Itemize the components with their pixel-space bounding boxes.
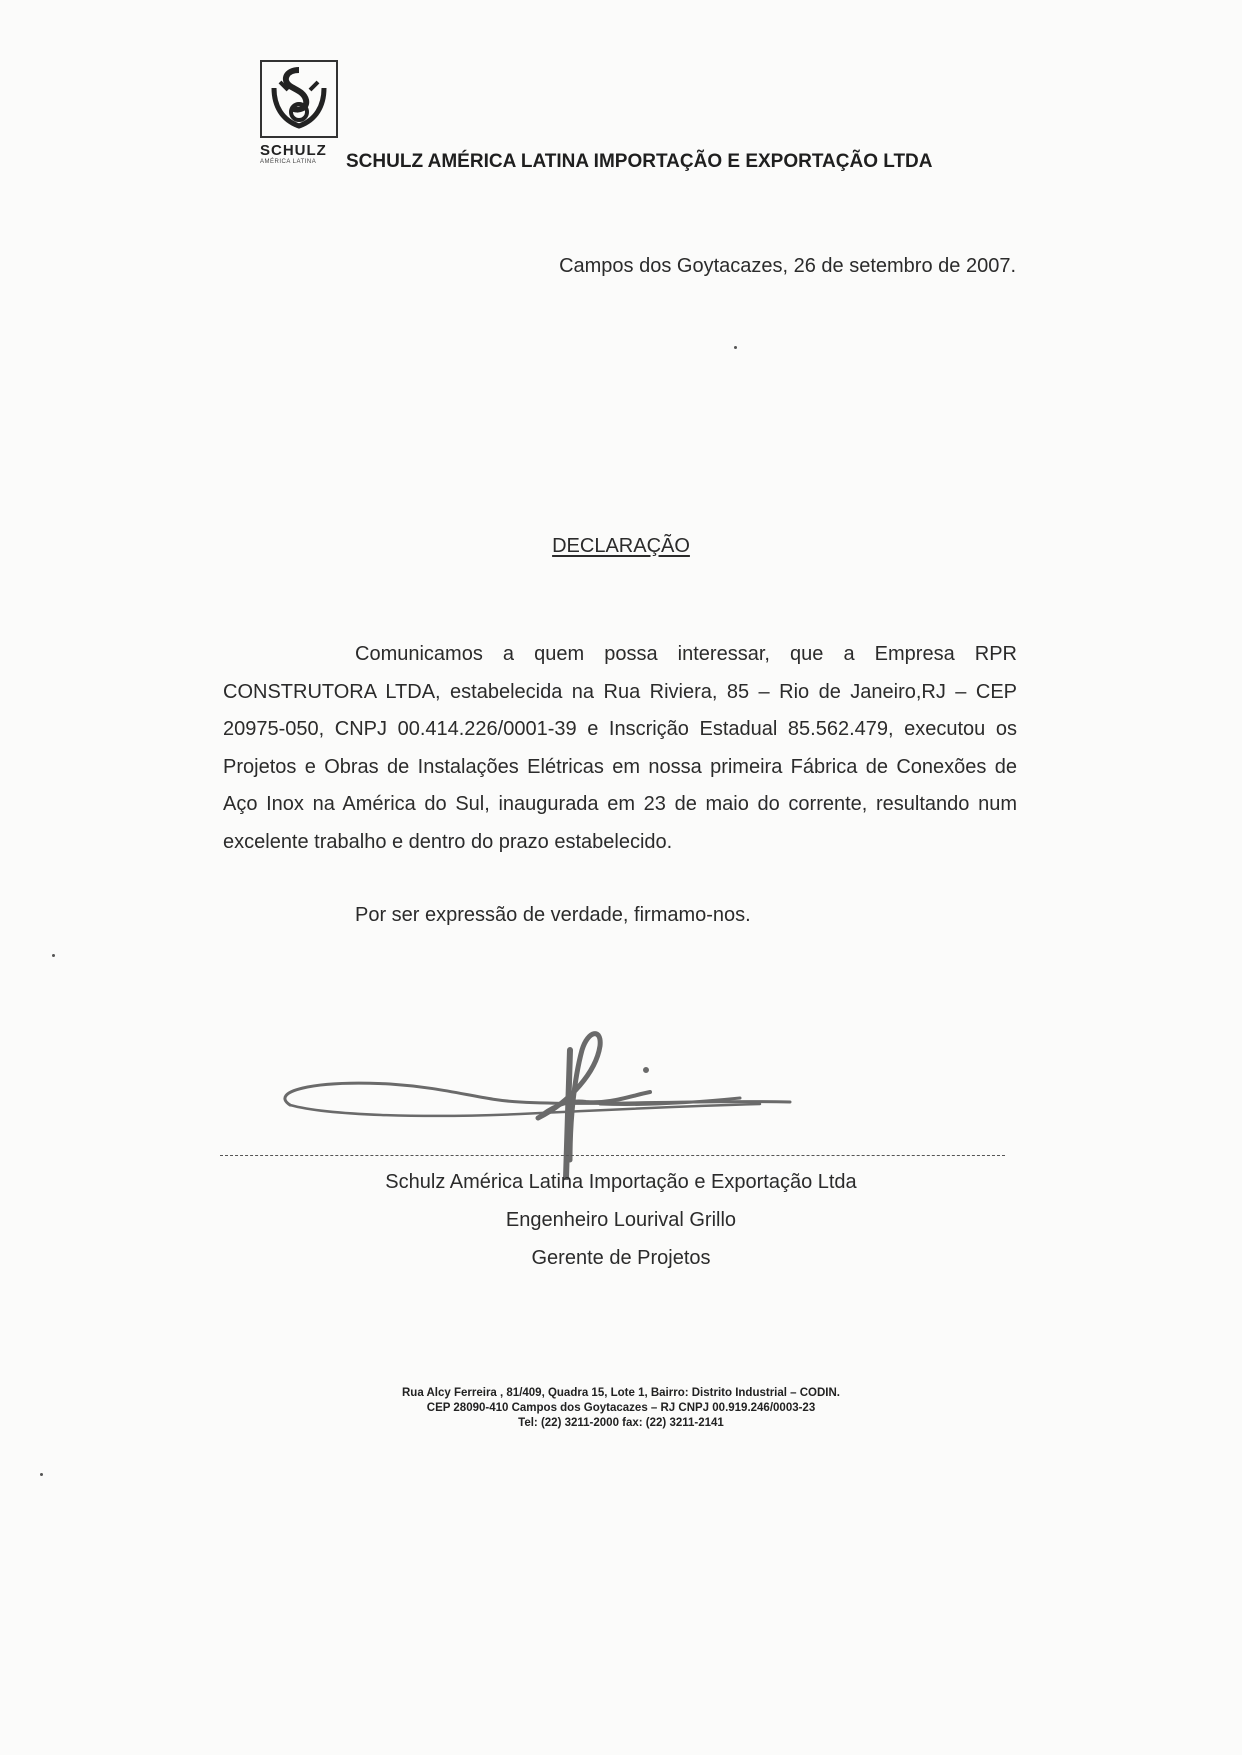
footer-cep-cnpj: CEP 28090-410 Campos dos Goytacazes – RJ CNPJ 00.919.246/0003-23 bbox=[426, 1402, 816, 1414]
closing-line: Por ser expressão de verdade, firmamo-nos. bbox=[355, 904, 751, 926]
date-line: Campos dos Goytacazes, 26 de setembro de 2007. bbox=[559, 255, 1016, 277]
logo-wordmark: SCHULZ bbox=[260, 142, 327, 159]
signatory-company: Schulz América Latina Importação e Exportação Ltda bbox=[385, 1171, 857, 1193]
signature-line bbox=[220, 1155, 1005, 1156]
scan-speck bbox=[40, 1473, 43, 1476]
logo-emblem-icon bbox=[262, 62, 336, 136]
document-title bbox=[0, 535, 1242, 558]
company-name: SCHULZ AMÉRICA LATINA IMPORTAÇÃO E EXPORTAÇÃO LTDA bbox=[346, 151, 933, 172]
signatory-name: Engenheiro Lourival Grillo bbox=[505, 1209, 737, 1231]
document-title-text: DECLARAÇÃO bbox=[552, 535, 690, 557]
footer-address: Rua Alcy Ferreira , 81/409, Quadra 15, Lote 1, Bairro: Distrito Industrial – CODIN. bbox=[402, 1387, 840, 1399]
logo-subtitle: AMÉRICA LATINA bbox=[260, 159, 317, 165]
footer-phone: Tel: (22) 3211-2000 fax: (22) 3211-2141 bbox=[518, 1417, 724, 1429]
signatory-role: Gerente de Projetos bbox=[531, 1247, 711, 1269]
logo-emblem bbox=[260, 60, 338, 138]
scan-speck bbox=[52, 954, 55, 957]
scan-speck bbox=[734, 346, 737, 349]
body-paragraph: Comunicamos a quem possa interessar, que a Empresa RPR CONSTRUTORA LTDA, estabelecida na Rua Riviera, 85 – Rio de Janeiro,RJ – CEP 20975-050, CNPJ 00.414.226/0001-39 e Inscrição Estadual 85.562.479, executou os Projetos e Obras de Instalações Elétricas em nossa primeira Fábrica de Conexões de Aço Inox na América do Sul, inaugurada em 23 de maio do corrente, resultando num excelente trabalho e dentro do prazo estabelecido. bbox=[223, 643, 1017, 853]
company-logo bbox=[260, 60, 340, 168]
